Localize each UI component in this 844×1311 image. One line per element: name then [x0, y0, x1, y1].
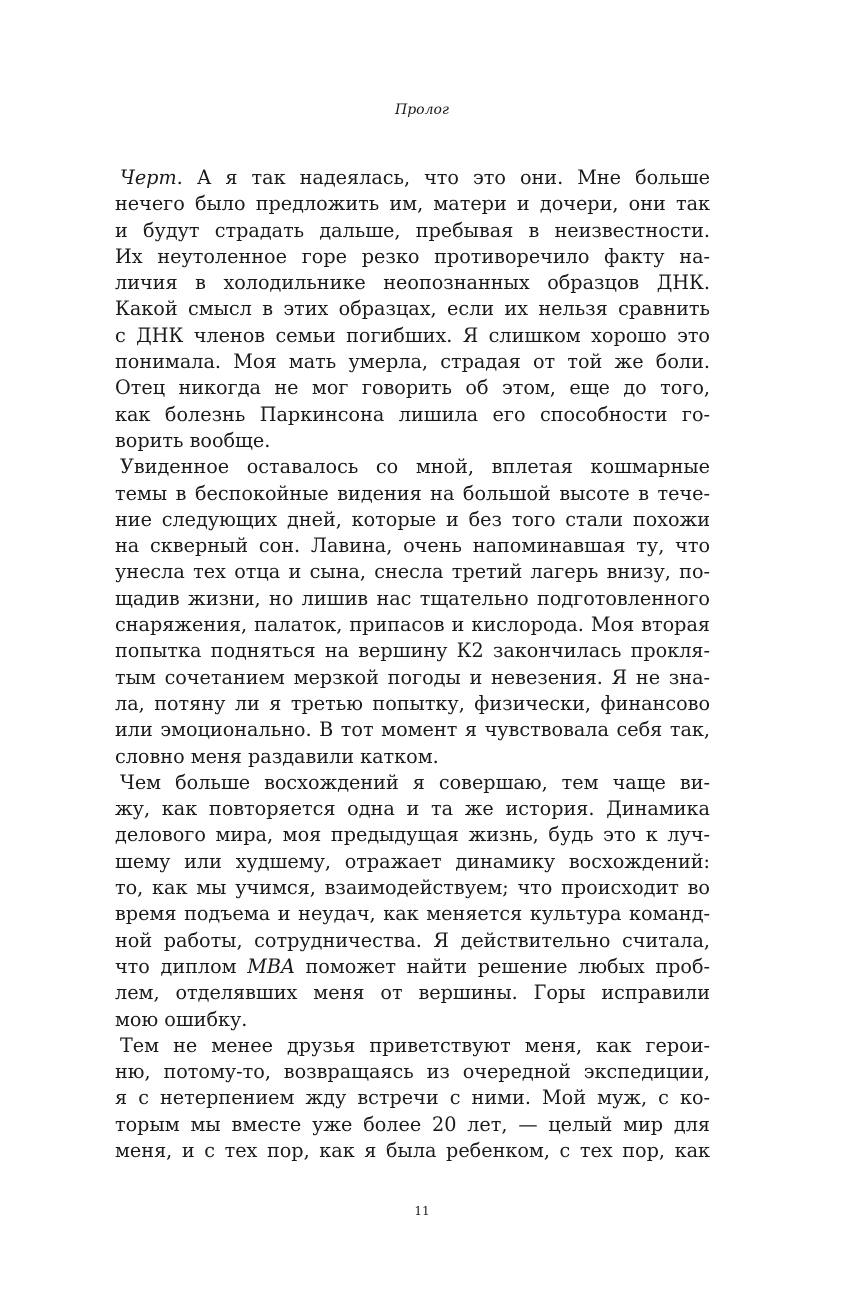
text-line: ворить вообще.: [115, 428, 271, 452]
paragraph: [115, 1033, 710, 1164]
text-line: меня, и с тех пор, как я была ребенком, с тех пор, как: [115, 1138, 710, 1162]
text-line: нечего было предложить им, матери и дочери, они так: [115, 192, 710, 216]
text-line: на скверный сон. Лавина, очень напоминавшая ту, что: [115, 534, 710, 558]
text-line: [115, 165, 710, 191]
text-line: делового мира, моя предыдущая жизнь, будь это к луч-: [115, 823, 710, 847]
text-line: Какой смысл в этих образцах, если их нельзя сравнить: [115, 297, 710, 321]
text-line: снаряжения, палаток, припасов и кислорода. Моя вторая: [115, 613, 710, 637]
text-line: понимала. Моя мать умерла, страдая от той же боли.: [115, 350, 710, 374]
text-line: ние следующих дней, которые и без того стали похожи: [115, 507, 710, 531]
text-line: щадив жизни, но лишив нас тщательно подготовленного: [115, 586, 710, 610]
text-line: Тем не менее друзья приветствуют меня, как герои-: [120, 1033, 710, 1057]
text-line: с ДНК членов семьи погибших. Я слишком хорошо это: [115, 323, 710, 347]
paragraph: [115, 770, 710, 1033]
text-line: личия в холодильнике неопознанных образцов ДНК.: [115, 271, 710, 295]
text-line: темы в беспокойные видения на большой высоте в тече-: [115, 481, 710, 505]
italic-word: MBA: [247, 954, 295, 978]
line-text: . А я так надеялась, что это они. Мне больше: [176, 166, 710, 189]
text-line: и будут страдать дальше, пребывая в неизвестности.: [115, 218, 710, 242]
text-line: [115, 954, 710, 980]
text-line: унесла тех отца и сына, снесла третий лагерь внизу, по-: [115, 560, 710, 584]
text-line: лем, отделявших меня от вершины. Горы исправили: [115, 981, 710, 1005]
text-line: попытка подняться на вершину К2 закончилась прокля-: [115, 639, 710, 663]
text-line: шему или худшему, отражает динамику восхождений:: [115, 849, 710, 873]
text-line: Отец никогда не мог говорить об этом, еще до того,: [115, 376, 710, 400]
page-number: 11: [414, 1204, 430, 1218]
text-line: ню, потому-то, возвращаясь из очередной экспедиции,: [115, 1060, 710, 1084]
text-line: как болезнь Паркинсона лишила его способности го-: [115, 402, 710, 426]
text-line: время подъема и неудач, как меняется культура команд-: [115, 902, 710, 926]
text-line: тым сочетанием мерзкой погоды и невезения. Я не зна-: [115, 665, 710, 689]
text-line: Их неутоленное горе резко противоречило факту на-: [115, 244, 710, 268]
paragraph: [115, 454, 710, 770]
text-line: ной работы, сотрудничества. Я действительно считала,: [115, 928, 710, 952]
body-text: [115, 165, 710, 1164]
line-text: поможет найти решение любых проб-: [294, 954, 710, 978]
text-line: я с нетерпением жду встречи с ними. Мой муж, с ко-: [115, 1086, 710, 1110]
paragraph: [115, 165, 710, 454]
text-line: словно меня раздавили катком.: [115, 744, 439, 768]
text-line: Чем больше восхождений я совершаю, тем чаще ви-: [120, 770, 710, 794]
text-line: или эмоционально. В тот момент я чувствовала себя так,: [115, 718, 710, 742]
text-line: жу, как повторяется одна и та же история. Динамика: [115, 797, 710, 821]
text-line: ла, потяну ли я третью попытку, физически, финансово: [115, 691, 710, 715]
text-line: мою ошибку.: [115, 1007, 248, 1031]
line-text: что диплом: [115, 954, 248, 978]
text-line: торым мы вместе уже более 20 лет, — целый мир для: [115, 1112, 710, 1136]
text-line: Увиденное оставалось со мной, вплетая кошмарные: [120, 455, 710, 479]
running-head: Пролог: [394, 102, 450, 118]
text-line: то, как мы учимся, взаимодействуем; что происходит во: [115, 876, 710, 900]
italic-word: Черт: [120, 166, 177, 189]
